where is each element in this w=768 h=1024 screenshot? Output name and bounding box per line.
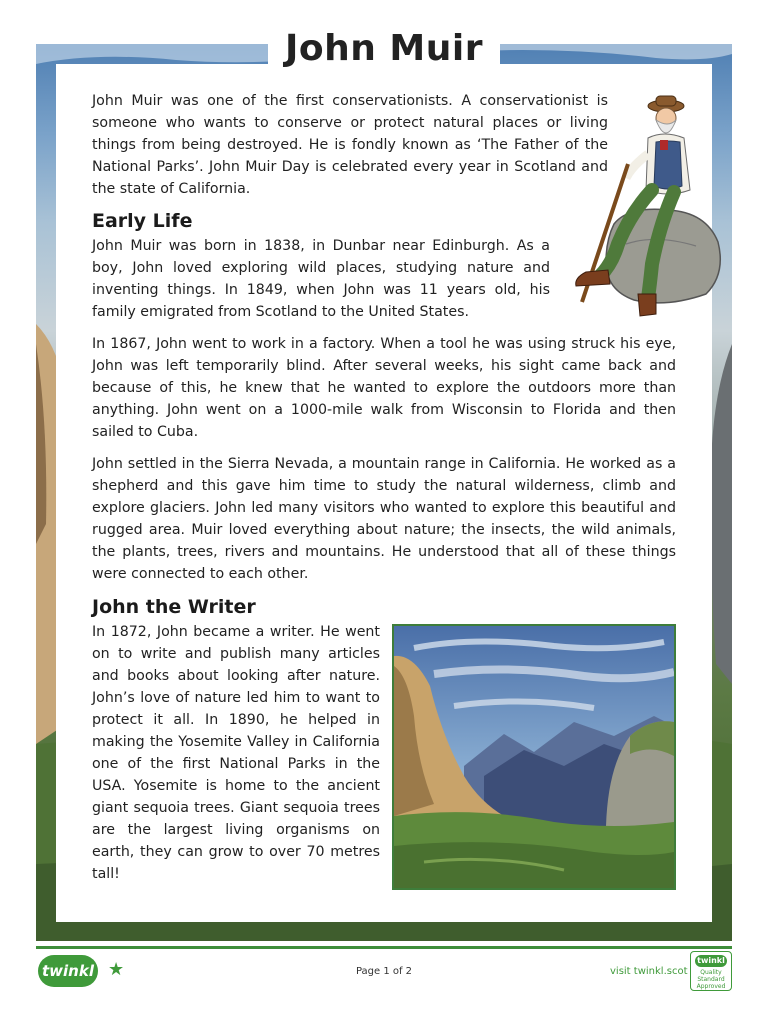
twinkl-logo[interactable]: twinkl [38, 955, 98, 987]
early-life-heading: Early Life [92, 210, 193, 232]
badge-caption: Quality Standard Approved [696, 969, 726, 990]
writer-paragraph: In 1872, John became a writer. He went on to write and publish many articles and books about looking after nature. John’s love of nature led him to want to protect it all. In 1890, he helped in making the Yosemite Valley in California one of the first National Parks in the USA. Yosemite is home to the ancient giant sequoia trees. Giant sequoia trees are the largest living organisms on earth, they can grow to over 70 metres tall! [92, 624, 380, 882]
writer-heading: John the Writer [92, 596, 256, 618]
intro-paragraph: John Muir was one of the first conservationists. A conservationist is someone who wants to conserve or protect natural places or living things from being destroyed. He is fondly known as ‘The Father of the National Parks’. John Muir Day is celebrated every year in Scotland and the state of California. [92, 93, 608, 197]
early-life-paragraph-1: John Muir was born in 1838, in Dunbar near Edinburgh. As a boy, John loved exploring wild places, studying nature and inventing things. In 1849, when John was 11 years old, his family emigrated from Scotland to the United States. [92, 238, 550, 320]
yosemite-valley-illustration [392, 624, 676, 890]
visit-link[interactable]: visit twinkl.scot [610, 966, 688, 977]
star-icon: ★ [108, 959, 125, 980]
quality-badge [690, 951, 732, 991]
badge-logo: twinkl [695, 955, 727, 967]
page-title: John Muir [285, 28, 483, 69]
page-number: Page 1 of 2 [355, 966, 413, 977]
footer-divider [36, 946, 732, 949]
early-life-paragraph-3: John settled in the Sierra Nevada, a mountain range in California. He worked as a shepherd and this gave him time to study the natural wilderness, climb and explore glaciers. John led many visitors who wanted to explore this beautiful and rugged area. Muir loved everything about nature; the insects, the wild animals, the plants, trees, rivers and mountains. He understood that all of these things were connected to each other. [92, 456, 676, 582]
early-life-paragraph-2: In 1867, John went to work in a factory. When a tool he was using struck his eye, John was left temporarily blind. After several weeks, his sight came back and because of this, he knew that he wanted to explore the outdoors more than anything. John went on a 1000-mile walk from Wisconsin to Florida and then sailed to Cuba. [92, 336, 676, 440]
